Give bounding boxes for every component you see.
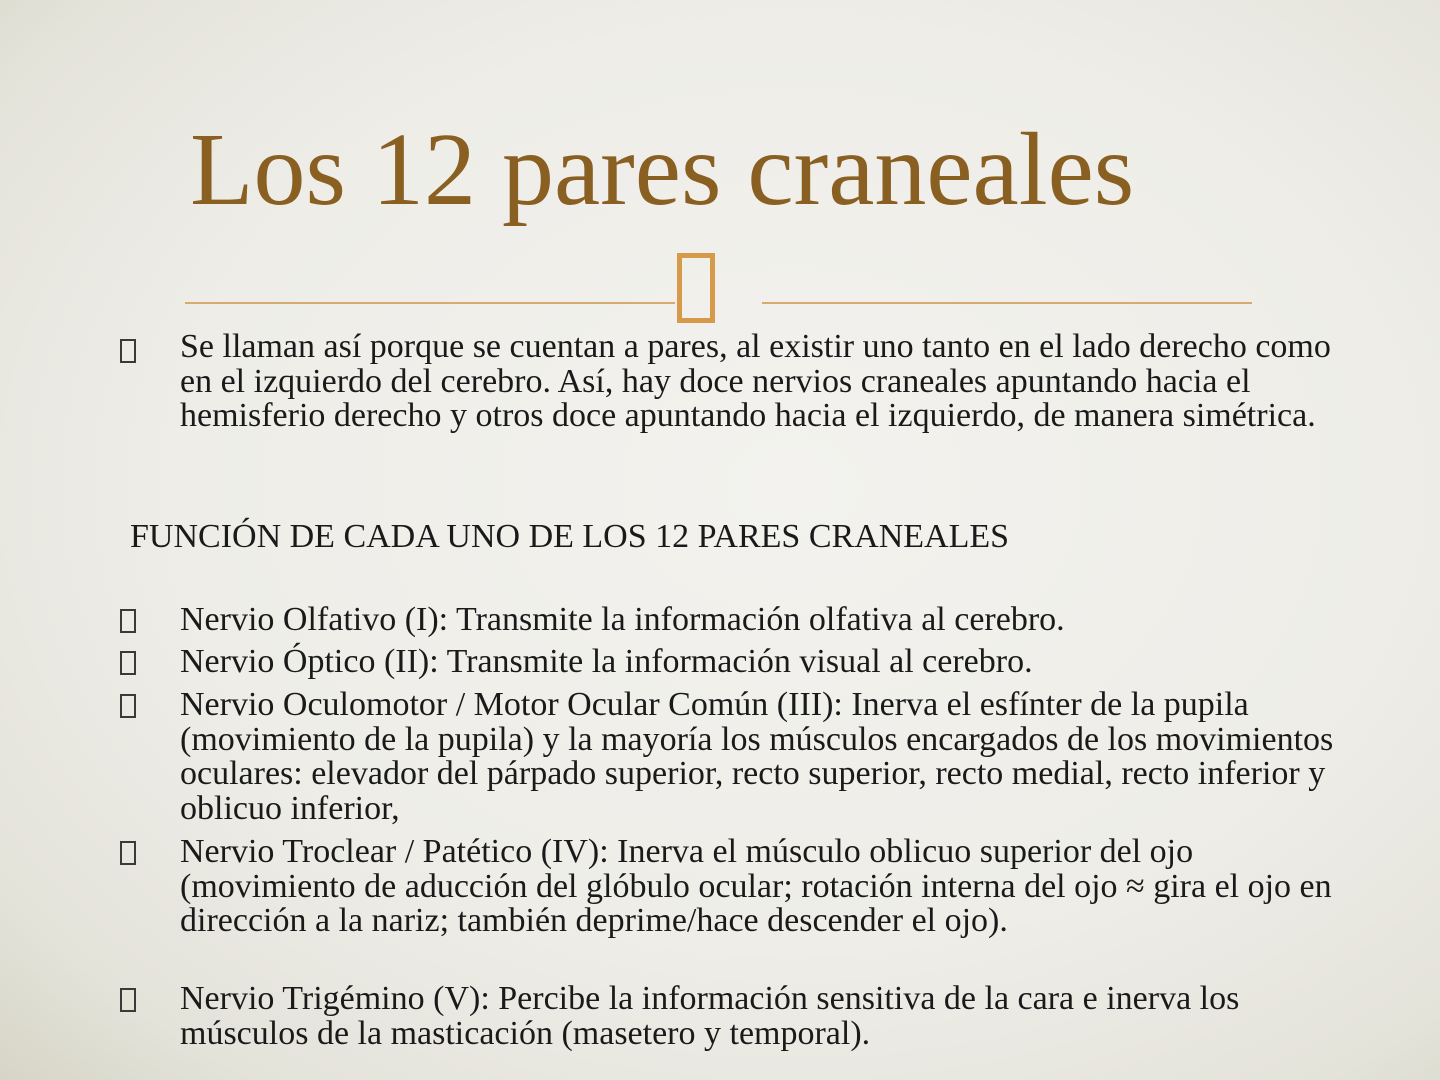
nerve-item-olfativo: Nervio Olfativo (I): Transmite la información olfativa al cerebro. <box>180 601 1065 638</box>
nerve-item-trigemino: Nervio Trigémino (V): Percibe la información sensitiva de la cara e inerva los músculos de la masticación (masetero y temporal). <box>180 980 1240 1052</box>
square-bullet-icon <box>120 988 136 1012</box>
nerve-item-oculomotor: Nervio Oculomotor / Motor Ocular Común (III): Inerva el esfínter de la pupila (movimiento de la pupila) y la mayoría los músculos encargados de los movimientos oculares: elevador del párpado superior, recto superior, recto medial, recto inferior y oblicuo inferior, <box>180 686 1334 827</box>
square-bullet-icon <box>120 609 136 633</box>
title-divider-left <box>185 302 675 304</box>
title-divider-right <box>762 302 1252 304</box>
section-heading: FUNCIÓN DE CADA UNO DE LOS 12 PARES CRANEALES <box>130 518 1010 555</box>
nerve-item-troclear: Nervio Troclear / Patético (IV): Inerva el músculo oblicuo superior del ojo (movimiento de aducción del glóbulo ocular; rotación interna del ojo ≈ gira el ojo en dirección a la nariz; también deprime/hace descender el ojo). <box>180 833 1332 939</box>
intro-paragraph: Se llaman así porque se cuentan a pares, al existir uno tanto en el lado derecho como en el izquierdo del cerebro. Así, hay doce nervios craneales apuntando hacia el hemisferio derecho y otros doce apuntando hacia el izquierdo, de manera simétrica. <box>180 328 1331 434</box>
nerve-item-optico: Nervio Óptico (II): Transmite la información visual al cerebro. <box>180 643 1033 680</box>
square-bullet-icon <box>120 651 136 675</box>
square-bullet-icon <box>120 339 136 363</box>
square-bullet-icon <box>120 694 136 718</box>
square-frame-icon <box>677 253 715 323</box>
square-bullet-icon <box>120 841 136 865</box>
slide-title: Los 12 pares craneales <box>190 112 1135 227</box>
